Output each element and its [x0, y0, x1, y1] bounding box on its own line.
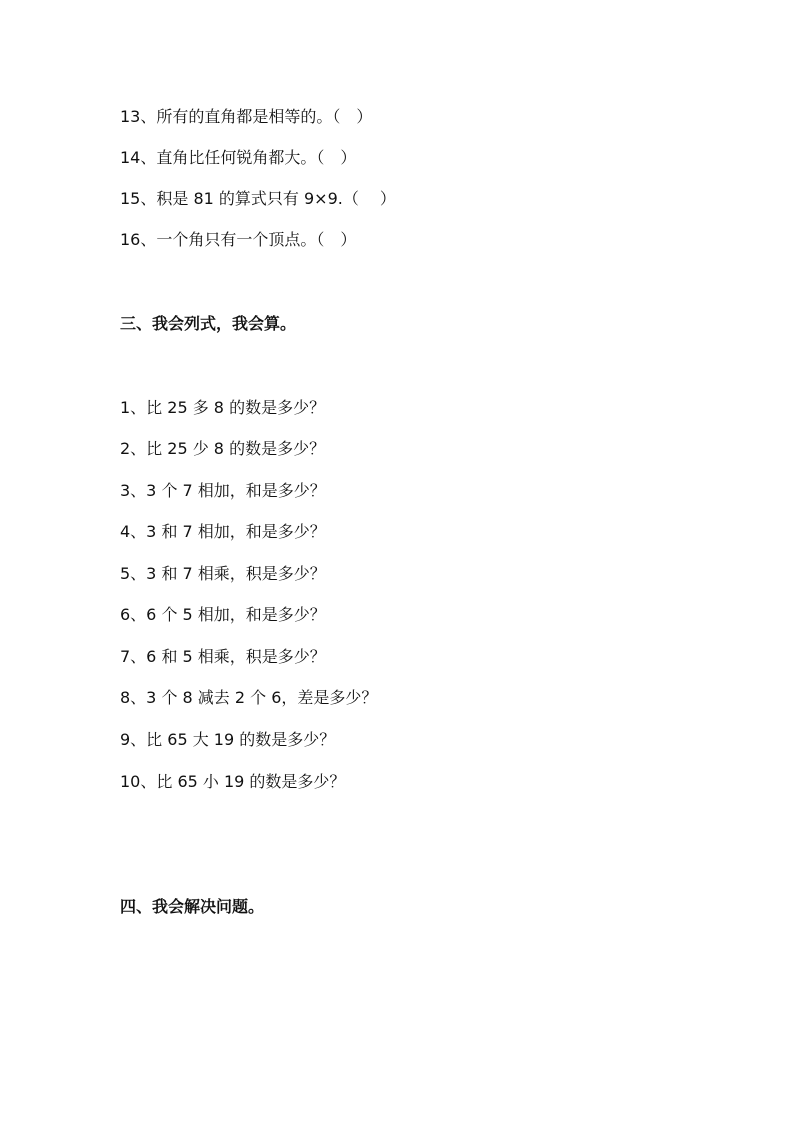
section-3-title: 三、我会列式，我会算。 — [120, 314, 297, 333]
section-3-item-10: 10、比 65 小 19 的数是多少？ — [120, 772, 346, 791]
true-false-item-13: 13、所有的直角都是相等的。（ ） — [120, 107, 373, 126]
section-3-item-8: 8、3 个 8 减去 2 个 6，差是多少？ — [120, 688, 378, 707]
section-3-item-7: 7、6 和 5 相乘，积是多少？ — [120, 647, 326, 666]
true-false-item-15: 15、积是 81 的算式只有 9×9.（ ） — [120, 189, 396, 208]
section-3-item-3: 3、3 个 7 相加，和是多少？ — [120, 481, 326, 500]
section-3-item-5: 5、3 和 7 相乘，积是多少？ — [120, 564, 326, 583]
section-3-item-1: 1、比 25 多 8 的数是多少？ — [120, 398, 326, 417]
true-false-item-16: 16、一个角只有一个顶点。（ ） — [120, 230, 357, 249]
section-3-item-9: 9、比 65 大 19 的数是多少？ — [120, 730, 336, 749]
section-3-item-6: 6、6 个 5 相加，和是多少？ — [120, 605, 326, 624]
section-4-title: 四、我会解决问题。 — [120, 897, 265, 916]
true-false-item-14: 14、直角比任何锐角都大。（ ） — [120, 148, 357, 167]
section-3-item-2: 2、比 25 少 8 的数是多少？ — [120, 439, 326, 458]
section-3-item-4: 4、3 和 7 相加，和是多少？ — [120, 522, 326, 541]
